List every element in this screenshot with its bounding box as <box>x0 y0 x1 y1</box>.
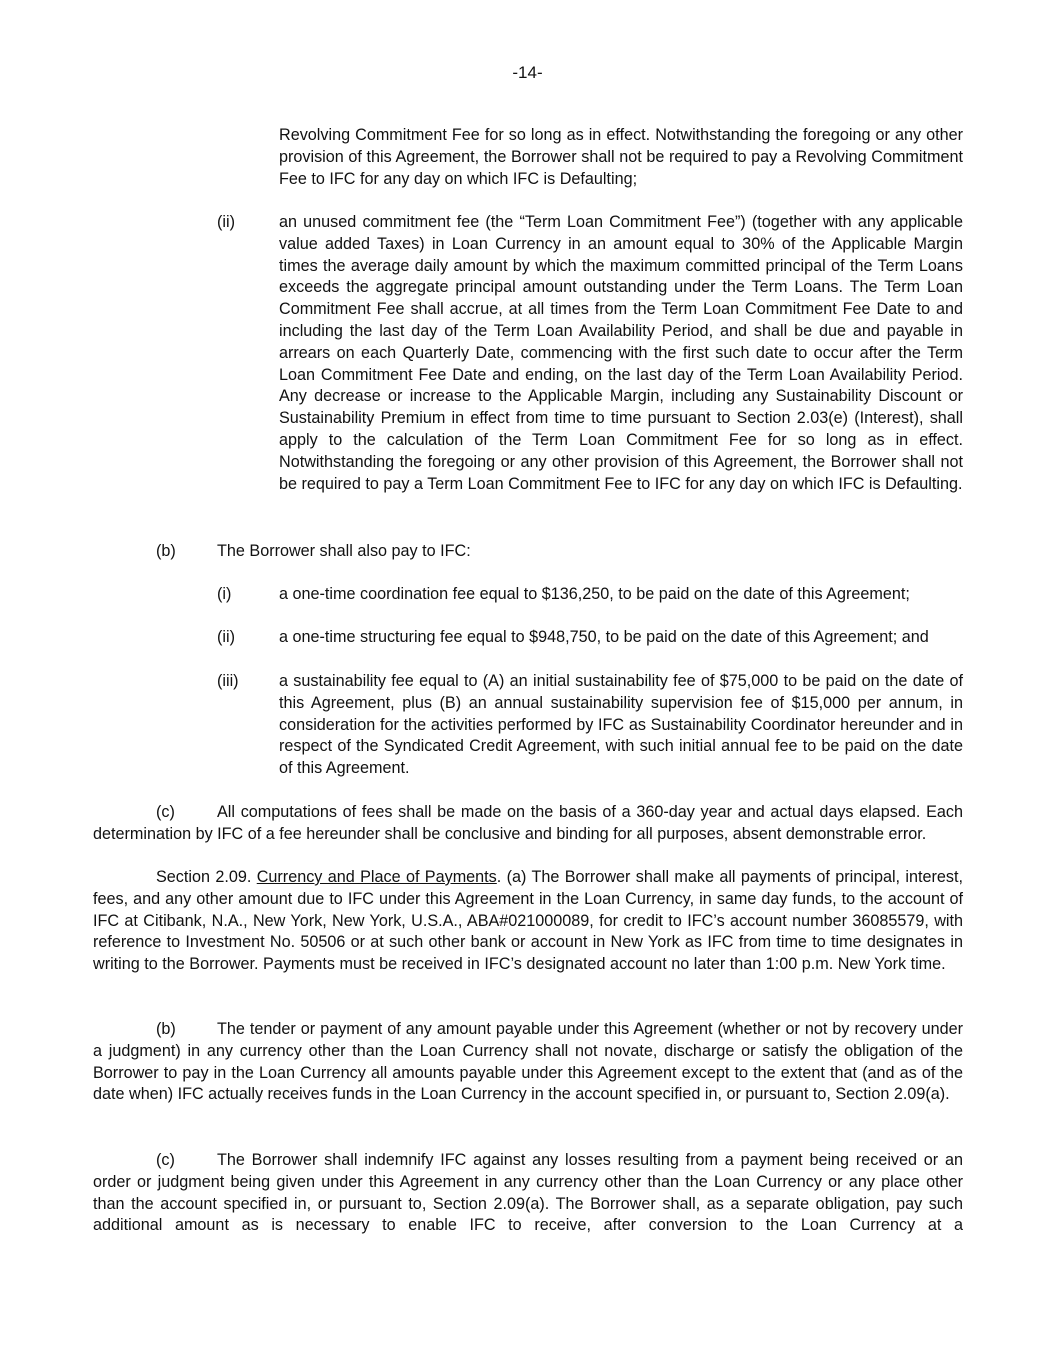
para-text: The Borrower shall indemnify IFC against any losses resulting from a payment being received or an order or judgment being given under this Agreement in any currency other than the Loan Currency or any place other than the account specified in, or pursuant to, Section 2.09(a). The Borrower shall, as a separate obligation, pay such additional amount as is necessary to enable IFC to receive, after conversion to the Loan Currency at a <box>93 1151 963 1235</box>
clause-c-label: (c) <box>156 803 175 821</box>
clause-b-label: (b) <box>156 542 176 560</box>
section-title: Currency and Place of Payments <box>256 868 497 886</box>
para-b-label: (b) <box>156 1020 176 1038</box>
section-2-09-para-a: Section 2.09. Currency and Place of Payments. (a) The Borrower shall make all payments of principal, interest, fees, and any other amount due to IFC under this Agreement in the Loan Currency, in same day funds, to the account of IFC at Citibank, N.A., New York, New York, U.S.A., ABA#021000089, for credit to IFC’s account number 36085579, with reference to Investment No. 50506 or at such other bank or account in New York as IFC from time to time designates in writing to the Borrower. Payments must be received in IFC’s designated account no later than 1:00 p.m. New York time. <box>93 868 963 974</box>
clause-text: a one-time structuring fee equal to $948,750, to be paid on the date of this Agreement; and <box>279 628 929 646</box>
clause-text: Revolving Commitment Fee for so long as in effect. Notwithstanding the foregoing or any other provision of this Agreement, the Borrower shall not be required to pay a Revolving Commitment Fee to IFC for any day on which IFC is Defaulting; <box>279 126 963 188</box>
clause-text: an unused commitment fee (the “Term Loan Commitment Fee”) (together with any applicable value added Taxes) in Loan Currency in an amount equal to 30% of the Applicable Margin times the average daily amount by which the maximum committed principal of the Term Loans exceeds the aggregate principal amount outstanding under the Term Loans. The Term Loan Commitment Fee shall accrue, at all times from the Term Loan Commitment Fee Date to and including the last day of the Term Loan Availability Period, and shall be due and payable in arrears on each Quarterly Date, commencing with the first such date to occur after the Term Loan Commitment Fee Date and ending, on the last day of the Term Loan Availability Period. Any decrease or increase to the Applicable Margin, including any Sustainability Discount or Sustainability Premium in effect from time to time pursuant to Section 2.03(e) (Interest), shall apply to the calculation of the Term Loan Commitment Fee for so long as in effect. Notwithstanding the foregoing or any other provision of this Agreement, the Borrower shall not be required to pay a Term Loan Commitment Fee to IFC for any day on which IFC is Defaulting. <box>279 213 963 493</box>
clause-a-i-continuation <box>279 125 963 190</box>
clause-text: The Borrower shall also pay to IFC: <box>217 542 471 560</box>
clause-a-ii-label: (ii) <box>217 213 235 231</box>
clause-b-ii-label: (ii) <box>217 628 235 646</box>
clause-text: a one-time coordination fee equal to $136,250, to be paid on the date of this Agreement; <box>279 585 910 603</box>
para-c-label: (c) <box>156 1151 175 1169</box>
para-text: (a) The Borrower shall make all payments of principal, interest, fees, and any other amount due to IFC under this Agreement in the Loan Currency, in same day funds, to the account of IFC at Citibank, N.A., New York, New York, U.S.A., ABA#021000089, for credit to IFC’s account number 36085579, with reference to Investment No. 50506 or at such other bank or account in New York as IFC from time to time designates in writing to the Borrower. Payments must be received in IFC’s designated account no later than 1:00 p.m. New York time. <box>93 868 963 974</box>
clause-b-i-label: (i) <box>217 585 232 603</box>
clause-c <box>93 802 963 846</box>
section-2-09-para-b <box>93 1019 963 1106</box>
section-number: Section 2.09. <box>156 868 252 886</box>
section-2-09-para-c <box>93 1150 963 1237</box>
page-number: -14- <box>512 63 543 82</box>
clause-b-iii-label: (iii) <box>217 672 239 690</box>
clause-b-ii <box>279 627 969 649</box>
clause-text: All computations of fees shall be made on the basis of a 360-day year and actual days elapsed. Each determination by IFC of a fee hereunder shall be conclusive and binding for all purposes, absent demonstrable error. <box>93 803 963 843</box>
clause-text: a sustainability fee equal to (A) an initial sustainability fee of $75,000 to be paid on the date of this Agreement, plus (B) an annual sustainability supervision fee of $15,000 per annum, in consideration for the activities performed by IFC as Sustainability Coordinator hereunder and in respect of the Syndicated Credit Agreement, with such initial annual fee to be paid on the date of this Agreement. <box>279 672 963 778</box>
clause-b-i <box>279 584 963 606</box>
clause-a-ii <box>279 212 963 495</box>
para-text: The tender or payment of any amount payable under this Agreement (whether or not by recovery under a judgment) in any currency other than the Loan Currency shall not novate, discharge or satisfy the obligation of the Borrower to pay in the Loan Currency all amounts payable under this Agreement except to the extent that (and as of the date when) IFC actually receives funds in the Loan Currency in the account specified in, or pursuant to, Section 2.09(a). <box>93 1020 963 1104</box>
clause-b-iii <box>279 671 963 780</box>
clause-b-intro <box>217 541 963 563</box>
